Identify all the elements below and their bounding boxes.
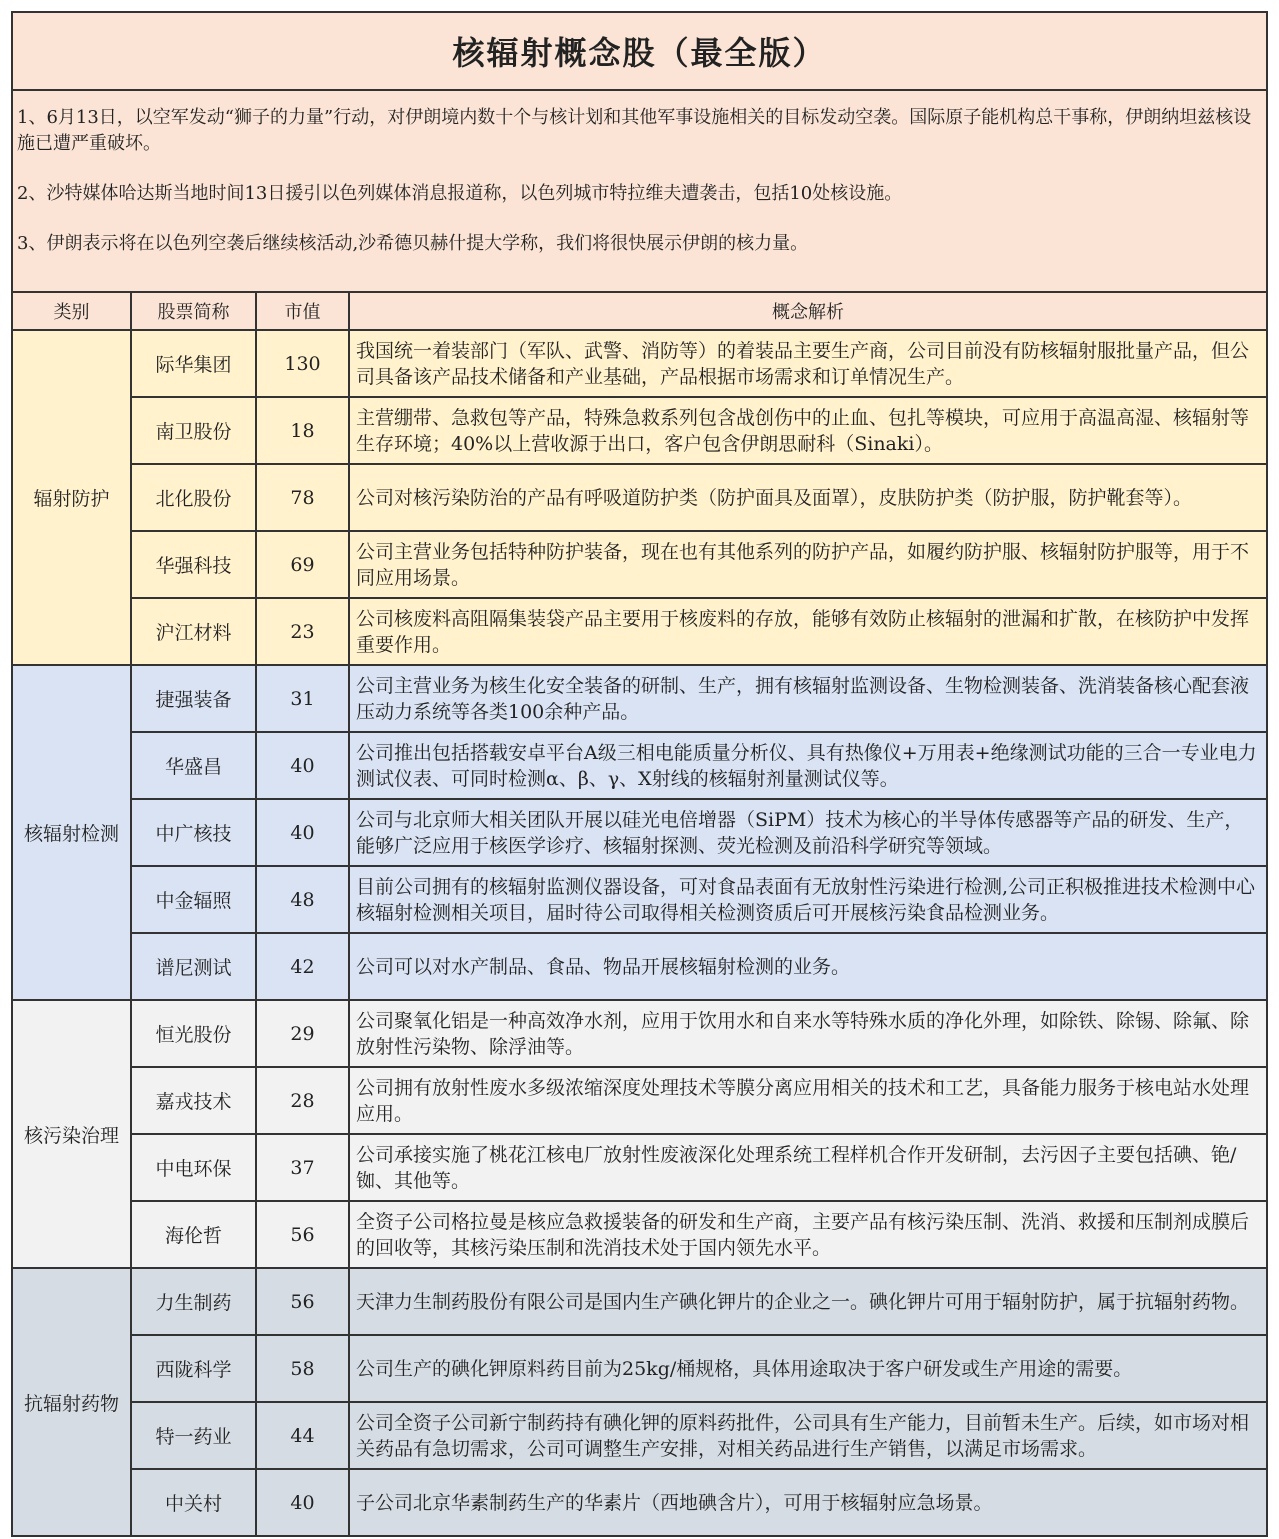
market-value-cell: 130 <box>256 330 349 397</box>
table-row <box>12 799 1267 866</box>
concept-cell: 公司主营业务为核生化安全装备的研制、生产，拥有核辐射监测设备、生物检测装备、洗消装备核心配套液压动力系统等各类100余种产品。 <box>349 665 1267 732</box>
category-cell: 抗辐射药物 <box>12 1268 131 1536</box>
stock-name-cell: 西陇科学 <box>131 1335 256 1402</box>
table-row <box>12 1201 1267 1268</box>
concept-cell: 公司聚氧化铝是一种高效净水剂，应用于饮用水和自来水等特殊水质的净化外理，如除铁、除锡、除氟、除放射性污染物、除浮油等。 <box>349 1000 1267 1067</box>
table-row <box>12 665 1267 732</box>
market-value-cell: 56 <box>256 1201 349 1268</box>
market-value-cell: 69 <box>256 531 349 598</box>
stock-name-cell: 中电环保 <box>131 1134 256 1201</box>
stock-name-cell: 际华集团 <box>131 330 256 397</box>
market-value-cell: 28 <box>256 1067 349 1134</box>
stock-name-cell: 南卫股份 <box>131 397 256 464</box>
concept-cell: 公司核废料高阻隔集装袋产品主要用于核废料的存放，能够有效防止核辐射的泄漏和扩散，在核防护中发挥重要作用。 <box>349 598 1267 665</box>
market-value-cell: 44 <box>256 1402 349 1469</box>
header-category: 类别 <box>12 292 131 330</box>
market-value-cell: 78 <box>256 464 349 531</box>
concept-cell: 公司拥有放射性废水多级浓缩深度处理技术等膜分离应用相关的技术和工艺，具备能力服务于核电站水处理应用。 <box>349 1067 1267 1134</box>
table-row <box>12 397 1267 464</box>
stock-name-cell: 海伦哲 <box>131 1201 256 1268</box>
stock-name-cell: 力生制药 <box>131 1268 256 1335</box>
market-value-cell: 48 <box>256 866 349 933</box>
market-value-cell: 18 <box>256 397 349 464</box>
stock-name-cell: 华强科技 <box>131 531 256 598</box>
concept-cell: 公司全资子公司新宁制药持有碘化钾的原料药批件，公司具有生产能力，目前暂未生产。后续，如市场对相关药品有急切需求，公司可调整生产安排，对相关药品进行生产销售，以满足市场需求。 <box>349 1402 1267 1469</box>
category-cell: 核污染治理 <box>12 1000 131 1268</box>
concept-cell: 公司主营业务包括特种防护装备，现在也有其他系列的防护产品，如履约防护服、核辐射防护服等，用于不同应用场景。 <box>349 531 1267 598</box>
stock-name-cell: 北化股份 <box>131 464 256 531</box>
news-notes <box>12 90 1267 292</box>
market-value-cell: 23 <box>256 598 349 665</box>
table-row <box>12 1469 1267 1536</box>
concept-cell: 全资子公司格拉曼是核应急救援装备的研发和生产商，主要产品有核污染压制、洗消、救援和压制剂成膜后的回收等，其核污染压制和洗消技术处于国内领先水平。 <box>349 1201 1267 1268</box>
concept-cell: 公司承接实施了桃花江核电厂放射性废液深化处理系统工程样机合作开发研制，去污因子主要包括碘、铯/铷、其他等。 <box>349 1134 1267 1201</box>
table-row <box>12 1000 1267 1067</box>
category-cell: 辐射防护 <box>12 330 131 665</box>
market-value-cell: 31 <box>256 665 349 732</box>
market-value-cell: 58 <box>256 1335 349 1402</box>
concept-cell: 公司与北京师大相关团队开展以硅光电倍增器（SiPM）技术为核心的半导体传感器等产品的研发、生产，能够广泛应用于核医学诊疗、核辐射探测、荧光检测及前沿科学研究等领域。 <box>349 799 1267 866</box>
table-row <box>12 531 1267 598</box>
table-row <box>12 866 1267 933</box>
stock-name-cell: 捷强装备 <box>131 665 256 732</box>
note-1: 1、6月13日，以空军发动“狮子的力量”行动，对伊朗境内数十个与核计划和其他军事设施相关的目标发动空袭。国际原子能机构总干事称，伊朗纳坦兹核设施已遭严重破坏。 <box>17 107 1252 154</box>
table-header <box>12 292 1267 330</box>
concept-cell: 公司可以对水产制品、食品、物品开展核辐射检测的业务。 <box>349 933 1267 1000</box>
table-row <box>12 1335 1267 1402</box>
table-row <box>12 732 1267 799</box>
stock-name-cell: 嘉戎技术 <box>131 1067 256 1134</box>
header-market-value: 市值 <box>256 292 349 330</box>
market-value-cell: 37 <box>256 1134 349 1201</box>
stock-name-cell: 中关村 <box>131 1469 256 1536</box>
concept-cell: 主营绷带、急救包等产品，特殊急救系列包含战创伤中的止血、包扎等模块，可应用于高温高湿、核辐射等生存环境；40%以上营收源于出口，客户包含伊朗思耐科（Sinaki）。 <box>349 397 1267 464</box>
concept-stock-sheet <box>11 11 1268 1537</box>
header-stock-name: 股票简称 <box>131 292 256 330</box>
table-row <box>12 1402 1267 1469</box>
stock-name-cell: 谱尼测试 <box>131 933 256 1000</box>
stock-name-cell: 中广核技 <box>131 799 256 866</box>
concept-cell: 我国统一着装部门（军队、武警、消防等）的着装品主要生产商，公司目前没有防核辐射服批量产品，但公司具备该产品技术储备和产业基础，产品根据市场需求和订单情况生产。 <box>349 330 1267 397</box>
table-row <box>12 1134 1267 1201</box>
market-value-cell: 40 <box>256 799 349 866</box>
stock-name-cell: 华盛昌 <box>131 732 256 799</box>
concept-cell: 目前公司拥有的核辐射监测仪器设备，可对食品表面有无放射性污染进行检测,公司正积极推进技术检测中心核辐射检测相关项目，届时待公司取得相关检测资质后可开展核污染食品检测业务。 <box>349 866 1267 933</box>
market-value-cell: 42 <box>256 933 349 1000</box>
market-value-cell: 29 <box>256 1000 349 1067</box>
table-row <box>12 330 1267 397</box>
table-row <box>12 464 1267 531</box>
stock-name-cell: 恒光股份 <box>131 1000 256 1067</box>
stock-name-cell: 中金辐照 <box>131 866 256 933</box>
table-row <box>12 1268 1267 1335</box>
table-row <box>12 933 1267 1000</box>
market-value-cell: 40 <box>256 1469 349 1536</box>
concept-cell: 天津力生制药股份有限公司是国内生产碘化钾片的企业之一。碘化钾片可用于辐射防护，属于抗辐射药物。 <box>349 1268 1267 1335</box>
header-concept: 概念解析 <box>349 292 1267 330</box>
concept-stock-table <box>11 11 1268 1537</box>
market-value-cell: 40 <box>256 732 349 799</box>
table-row <box>12 598 1267 665</box>
concept-cell: 公司推出包括搭载安卓平台A级三相电能质量分析仪、具有热像仪+万用表+绝缘测试功能的三合一专业电力测试仪表、可同时检测α、β、γ、X射线的核辐射剂量测试仪等。 <box>349 732 1267 799</box>
stock-name-cell: 沪江材料 <box>131 598 256 665</box>
category-cell: 核辐射检测 <box>12 665 131 1000</box>
concept-cell: 公司对核污染防治的产品有呼吸道防护类（防护面具及面罩），皮肤防护类（防护服，防护靴套等）。 <box>349 464 1267 531</box>
table-row <box>12 1067 1267 1134</box>
note-2: 2、沙特媒体哈达斯当地时间13日援引以色列媒体消息报道称，以色列城市特拉维夫遭袭击，包括10处核设施。 <box>17 183 903 204</box>
concept-cell: 公司生产的碘化钾原料药目前为25kg/桶规格，具体用途取决于客户研发或生产用途的需要。 <box>349 1335 1267 1402</box>
market-value-cell: 56 <box>256 1268 349 1335</box>
concept-cell: 子公司北京华素制药生产的华素片（西地碘含片），可用于核辐射应急场景。 <box>349 1469 1267 1536</box>
note-3: 3、伊朗表示将在以色列空袭后继续核活动,沙希德贝赫什提大学称，我们将很快展示伊朗的核力量。 <box>17 233 809 254</box>
page-title: 核辐射概念股（最全版） <box>12 12 1267 90</box>
stock-name-cell: 特一药业 <box>131 1402 256 1469</box>
